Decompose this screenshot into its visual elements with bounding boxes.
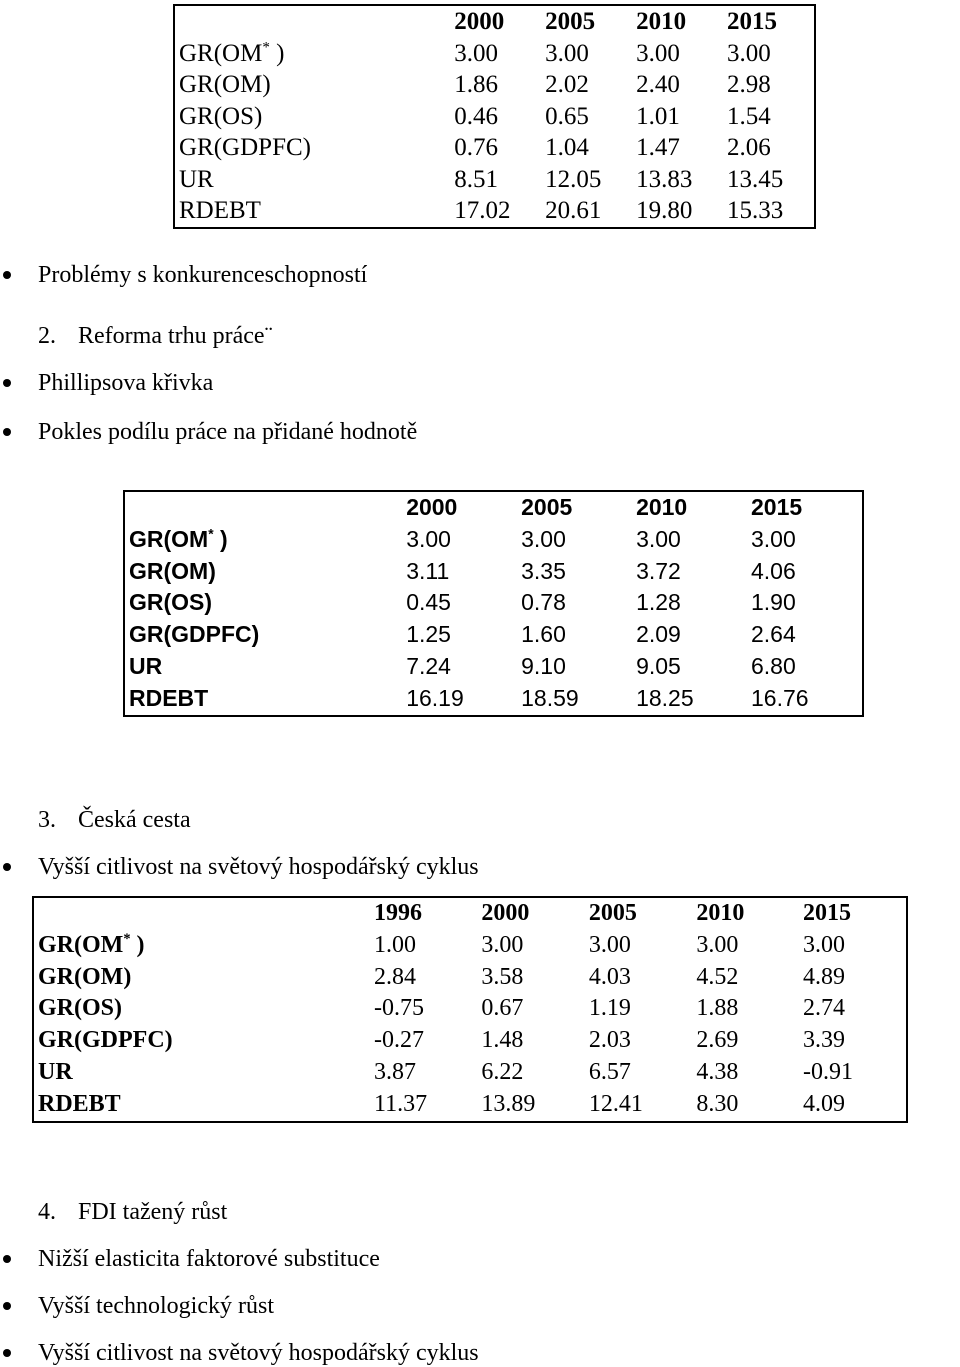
section-heading-2	[38, 322, 273, 350]
table-cell: 3.00	[803, 931, 845, 958]
row-label: GR(OS)	[129, 589, 213, 616]
table-cell: 1.28	[636, 589, 681, 616]
table-row	[33, 930, 907, 962]
section-heading-4	[38, 1198, 227, 1226]
bullet-icon	[3, 863, 11, 871]
table-cell: 3.00	[636, 39, 680, 67]
bullet-icon	[3, 1349, 11, 1357]
table-cell: 6.22	[481, 1058, 524, 1085]
table-cell: 3.00	[545, 39, 589, 67]
table-cell: 1.25	[406, 621, 451, 648]
row-label: GR(GDPFC)	[129, 621, 260, 648]
table-cell: 9.10	[521, 652, 566, 679]
table-cell: 1.54	[727, 102, 771, 130]
year-header: 2000	[454, 8, 505, 35]
year-header: 2015	[751, 494, 803, 520]
table-header-row	[33, 897, 907, 930]
table-cell: 12.05	[545, 165, 602, 193]
table-cell: 13.83	[636, 165, 693, 193]
section-title: FDI tažený růst	[78, 1199, 228, 1225]
table-cell: 1.60	[521, 621, 566, 648]
table-cell: 1.47	[636, 134, 680, 161]
bullet-icon	[3, 1255, 11, 1263]
table-cell: 2.69	[696, 1027, 739, 1054]
section-number: 2.	[38, 323, 56, 349]
table-row	[33, 1025, 907, 1057]
table-cell: 4.03	[588, 963, 631, 990]
row-label: UR	[129, 652, 163, 679]
table-cell: 8.51	[454, 165, 498, 193]
table-row	[33, 962, 907, 994]
table-cell: 0.78	[521, 589, 566, 616]
table-cell: 16.76	[751, 684, 809, 711]
table-cell: 12.41	[588, 1090, 643, 1117]
table-cell: 4.06	[751, 557, 796, 584]
row-label: UR	[38, 1058, 73, 1085]
year-header: 2005	[545, 8, 596, 35]
table-row	[33, 1057, 907, 1089]
table-cell: 4.89	[803, 963, 845, 990]
table-row	[174, 69, 815, 101]
table-cell: 3.00	[454, 39, 498, 67]
row-label: GR(OM* )	[129, 525, 228, 552]
year-header: 1996	[374, 900, 423, 926]
header-corner-cell	[33, 897, 370, 930]
section-title: Reforma trhu práce¨	[78, 323, 273, 349]
table-row	[124, 556, 863, 588]
year-header: 2000	[406, 494, 458, 520]
table-cell: 8.30	[696, 1090, 739, 1117]
header-corner-cell	[124, 491, 402, 524]
table-cell: 0.65	[545, 102, 589, 130]
table-cell: 18.59	[521, 684, 579, 711]
table-cell: 2.09	[636, 621, 681, 648]
section-heading-3	[38, 806, 191, 834]
table-cell: 19.80	[636, 197, 693, 224]
table-cell: 3.00	[751, 525, 796, 552]
table-cell: 4.09	[803, 1090, 845, 1117]
table-row	[124, 587, 863, 619]
section-title: Česká cesta	[78, 807, 191, 833]
table-cell: 0.46	[454, 102, 498, 130]
table-cell: 1.86	[454, 71, 498, 98]
scenario-table-3	[32, 896, 908, 1123]
row-label: UR	[179, 165, 214, 193]
bullet-text: Vyšší technologický růst	[38, 1293, 274, 1319]
table-row	[174, 195, 815, 228]
table-cell: 0.67	[481, 995, 524, 1022]
table-cell: 2.74	[803, 995, 845, 1022]
table-cell: 6.80	[751, 652, 796, 679]
table-cell: 1.00	[374, 931, 417, 958]
table-cell: 7.24	[406, 652, 451, 679]
table-cell: 18.25	[636, 684, 694, 711]
row-label: GR(GDPFC)	[179, 134, 311, 161]
table-cell: 1.48	[481, 1027, 524, 1054]
table-cell: 9.05	[636, 652, 681, 679]
table-cell: 2.64	[751, 621, 796, 648]
table-cell: 4.52	[696, 963, 739, 990]
table-cell: 3.72	[636, 557, 681, 584]
row-label: GR(OM)	[129, 557, 216, 584]
table-cell: 16.19	[406, 684, 464, 711]
table-cell: 3.35	[521, 557, 566, 584]
year-header: 2015	[727, 8, 778, 35]
year-header: 2005	[588, 900, 637, 926]
table-cell: 13.45	[727, 165, 784, 193]
row-label: RDEBT	[38, 1090, 121, 1117]
table-cell: 3.00	[481, 931, 524, 958]
table-cell: -0.75	[374, 995, 425, 1022]
table-cell: 3.87	[374, 1058, 417, 1085]
table-row	[124, 683, 863, 716]
table-cell: 3.00	[406, 525, 451, 552]
bullet-text: Vyšší citlivost na světový hospodářský cyklus	[38, 1340, 479, 1366]
table-cell: 0.76	[454, 134, 498, 161]
section-number: 4.	[38, 1199, 56, 1225]
bullet-text: Nižší elasticita faktorové substituce	[38, 1246, 380, 1272]
row-label: GR(OS)	[179, 102, 263, 130]
table-row	[124, 651, 863, 683]
table-cell: 3.00	[727, 39, 771, 67]
table-row	[124, 524, 863, 556]
bullet-icon	[3, 428, 11, 436]
table-cell: -0.27	[374, 1027, 425, 1054]
table-cell: 1.90	[751, 589, 796, 616]
table-cell: 2.40	[636, 71, 680, 98]
bullet-icon	[3, 379, 11, 387]
table-cell: 17.02	[454, 197, 511, 224]
scenario-table-1	[173, 4, 816, 229]
table-cell: 3.39	[803, 1027, 845, 1054]
row-label: GR(OM* )	[38, 930, 145, 958]
row-label: GR(GDPFC)	[38, 1027, 173, 1054]
table-cell: 2.98	[727, 71, 771, 98]
table-cell: 2.02	[545, 71, 589, 98]
year-header: 2005	[521, 494, 573, 520]
header-corner-cell	[174, 5, 450, 38]
bullet-text: Problémy s konkurenceschopností	[38, 262, 368, 288]
row-label: RDEBT	[179, 197, 261, 224]
table-cell: 0.45	[406, 589, 451, 616]
table-cell: -0.91	[803, 1058, 853, 1085]
table-row	[174, 38, 815, 70]
table-cell: 3.58	[481, 963, 524, 990]
table-row	[174, 164, 815, 196]
year-header: 2000	[481, 900, 530, 926]
row-label: GR(OM)	[179, 71, 271, 98]
table-cell: 3.00	[588, 931, 631, 958]
table-row	[174, 101, 815, 133]
year-header: 2015	[803, 900, 851, 926]
table-header-row	[124, 491, 863, 524]
table-cell: 20.61	[545, 197, 602, 224]
table-cell: 3.00	[521, 525, 566, 552]
table-row	[33, 993, 907, 1025]
row-label: GR(OM)	[38, 963, 132, 990]
table-row	[33, 1089, 907, 1122]
table-cell: 3.11	[406, 557, 450, 584]
year-header: 2010	[696, 900, 745, 926]
bullet-text: Vyšší citlivost na světový hospodářský cyklus	[38, 854, 479, 880]
table-cell: 2.06	[727, 134, 771, 161]
table-cell: 13.89	[481, 1090, 536, 1117]
table-cell: 3.00	[696, 931, 739, 958]
table-cell: 2.84	[374, 963, 417, 990]
bullet-icon	[3, 1302, 11, 1310]
section-number: 3.	[38, 807, 56, 833]
bullet-text: Pokles podílu práce na přidané hodnotě	[38, 419, 418, 445]
table-cell: 4.38	[696, 1058, 739, 1085]
table-cell: 1.88	[696, 995, 739, 1022]
row-label: RDEBT	[129, 684, 209, 711]
row-label: GR(OM* )	[179, 39, 285, 67]
table-row	[174, 132, 815, 164]
table-row	[124, 619, 863, 651]
table-cell: 11.37	[374, 1090, 428, 1117]
table-cell: 1.19	[588, 995, 631, 1022]
scenario-table-2	[123, 490, 864, 717]
row-label: GR(OS)	[38, 995, 122, 1022]
table-cell: 2.03	[588, 1027, 631, 1054]
year-header: 2010	[636, 8, 687, 35]
table-cell: 1.04	[545, 134, 589, 161]
table-header-row	[174, 5, 815, 38]
table-cell: 15.33	[727, 197, 784, 224]
table-cell: 6.57	[588, 1058, 631, 1085]
table-cell: 3.00	[636, 525, 681, 552]
table-cell: 1.01	[636, 102, 680, 130]
year-header: 2010	[636, 494, 688, 520]
bullet-icon	[3, 271, 11, 279]
bullet-text: Phillipsova křivka	[38, 370, 214, 396]
